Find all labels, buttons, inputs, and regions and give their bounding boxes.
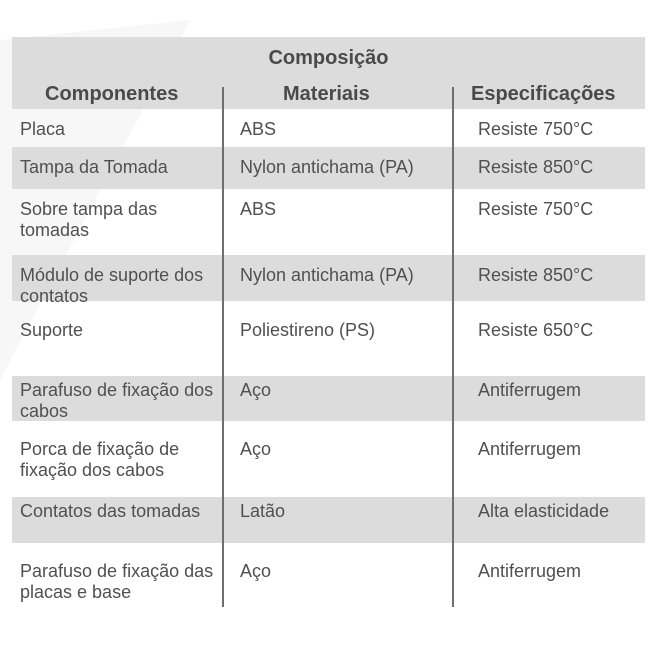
cell-material: Nylon antichama (PA) — [240, 157, 414, 177]
cell-component: Contatos das tomadas — [20, 501, 201, 521]
cell-component: Parafuso de fixação dos cabos — [20, 380, 214, 421]
cell-material: ABS — [240, 119, 277, 139]
table-row — [12, 147, 645, 189]
column-divider-2 — [452, 87, 454, 607]
cell-spec: Resiste 850°C — [478, 265, 594, 285]
cell-spec: Resiste 850°C — [478, 157, 594, 177]
table-row — [12, 421, 645, 497]
table-title: Composição — [12, 37, 645, 79]
cell-spec: Resiste 650°C — [478, 320, 594, 340]
table-row — [12, 376, 645, 421]
cell-spec: Resiste 750°C — [478, 119, 594, 139]
cell-spec: Antiferrugem — [478, 561, 582, 581]
cell-material: ABS — [240, 199, 277, 219]
cell-component: Placa — [20, 119, 66, 139]
table-row — [12, 255, 645, 306]
column-divider-1 — [222, 87, 224, 607]
table-row — [12, 301, 645, 376]
cell-material: Poliestireno (PS) — [240, 320, 376, 340]
cell-component: Suporte — [20, 320, 84, 340]
cell-component: Porca de fixação de fixação dos cabos — [20, 439, 180, 480]
table-header-row — [12, 79, 645, 109]
header-especificacoes: Especificações — [471, 83, 616, 105]
cell-component: Parafuso de fixação das placas e base — [20, 561, 214, 602]
cell-spec: Antiferrugem — [478, 380, 582, 400]
cell-component: Módulo de suporte dos contatos — [20, 265, 204, 306]
cell-material: Aço — [240, 380, 272, 400]
table-row — [12, 497, 645, 543]
header-componentes: Componentes — [45, 83, 179, 105]
cell-spec: Alta elasticidade — [478, 501, 610, 521]
cell-material: Nylon antichama (PA) — [240, 265, 414, 285]
table-row — [12, 543, 645, 607]
table-row — [12, 109, 645, 147]
cell-spec: Antiferrugem — [478, 439, 582, 459]
cell-material: Aço — [240, 439, 272, 459]
cell-material: Latão — [240, 501, 286, 521]
composition-table — [12, 37, 645, 607]
header-materiais: Materiais — [283, 83, 370, 105]
cell-spec: Resiste 750°C — [478, 199, 594, 219]
table-row — [12, 189, 645, 255]
cell-component: Tampa da Tomada — [20, 157, 168, 177]
cell-material: Aço — [240, 561, 272, 581]
cell-component: Sobre tampa das tomadas — [20, 199, 158, 240]
